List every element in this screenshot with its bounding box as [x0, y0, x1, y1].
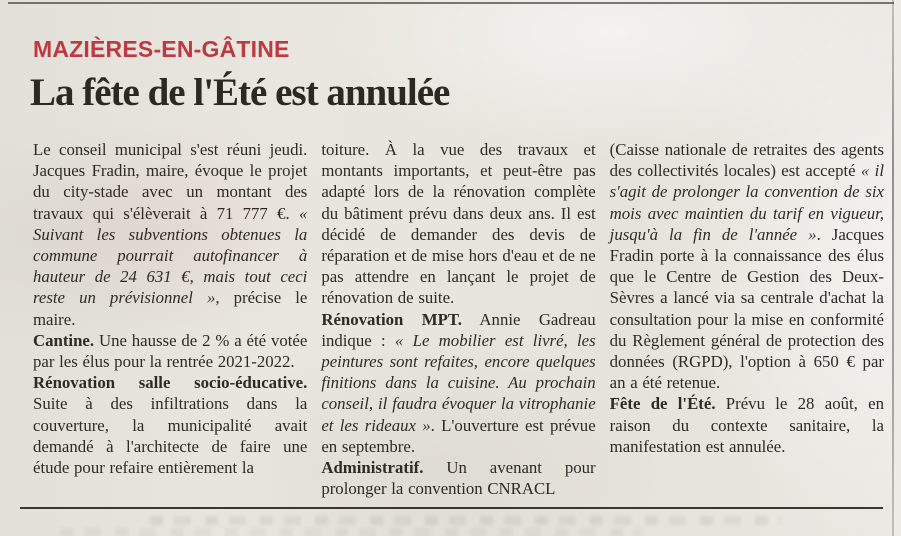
- paragraph-text: . L'ouverture est prévue en septembre.: [321, 415, 596, 456]
- paragraph-lead: Cantine.: [33, 330, 95, 350]
- paragraph-text: Un avenant pour prolonger la convention CNRACL: [321, 458, 596, 499]
- paragraph-text: (Caisse nationale de retraites des agents des collectivités locales) est accepté: [609, 140, 884, 181]
- bottom-rule: [20, 507, 883, 509]
- page-edge-crease: [892, 0, 894, 536]
- quote-text: « Le mobilier est livré, les peintures sont refaites, encore quelques finitions dans la cuisine. Au prochain conseil, il faudra évoquer la vitrophanie et les rideaux »: [321, 330, 596, 435]
- paragraph-cantine: [33, 330, 307, 372]
- paragraph-renovation-mpt: [321, 309, 595, 457]
- paragraph-text: toiture. À la vue des travaux et montants importants, et peut-être pas adapté lors de la rénovation complète du bâtiment prévu dans deux ans. Il est décidé de demander des devis de réparation et de mise hors d'eau et de ne pas attendre en lançant le projet de rénovation de suite.: [321, 140, 596, 308]
- quote-text: « Suivant les subventions obtenues la commune pourrait autofinancer à hauteur de 24 631 €, mais tout ceci reste un prévisionnel »: [33, 203, 308, 308]
- paragraph-lead: Fête de l'Été.: [609, 394, 716, 414]
- paragraph-text: Prévu le 28 août, en raison du contexte sanitaire, la manifestation est annulée.: [609, 394, 884, 456]
- column-3: [610, 139, 884, 505]
- bleedthrough-texture: [60, 528, 641, 536]
- paragraph-text: Annie Gadreau indique :: [321, 309, 596, 350]
- paragraph-intro: [33, 139, 307, 330]
- paragraph-administratif: [321, 457, 595, 499]
- paragraph-text: Le conseil municipal s'est réuni jeudi. Jacques Fradin, maire, évoque le projet du city-stade avec un montant des travaux qui s'élèverait à 71 777 €.: [33, 140, 308, 223]
- article-body: [33, 139, 884, 505]
- paragraph-fete-ete: [610, 393, 884, 457]
- paragraph-lead: Rénovation MPT.: [321, 309, 462, 329]
- page-edge: [894, 0, 901, 536]
- quote-text: « il s'agit de prolonger la convention de six mois avec maintien du tarif en vigueur, jusqu'à la fin de l'année »: [609, 161, 884, 244]
- paragraph-renovation-salle-cont: [321, 139, 595, 309]
- column-1: [33, 139, 307, 505]
- headline: La fête de l'Été est annulée: [30, 71, 450, 114]
- column-2: [321, 139, 595, 505]
- bleedthrough-texture: [150, 516, 781, 525]
- paragraph-text: Une hausse de 2 % a été votée par les élus pour la rentrée 2021-2022.: [33, 330, 308, 372]
- paragraph-text: , précise le maire.: [33, 288, 308, 329]
- paragraph-lead: Administratif.: [321, 458, 424, 478]
- paragraph-lead: Rénovation salle socio-éducative.: [33, 373, 308, 393]
- paragraph-renovation-salle: [33, 372, 307, 478]
- section-kicker: MAZIÈRES-EN-GÂTINE: [33, 36, 290, 62]
- paragraph-text: Suite à des infiltrations dans la couverture, la municipalité avait demandé à l'architecte de faire une étude pour refaire entièrement la: [33, 394, 308, 478]
- top-rule: [8, 2, 901, 4]
- paragraph-text: . Jacques Fradin porte à la connaissance des élus que le Centre de Gestion des Deux-Sèvres a lancé via sa centrale d'achat la consultation pour la mise en conformité du Règlement général de protection des données (RGPD), l'option à 650 € par an a été retenue.: [609, 224, 884, 393]
- paragraph-administratif-cont: [610, 139, 884, 393]
